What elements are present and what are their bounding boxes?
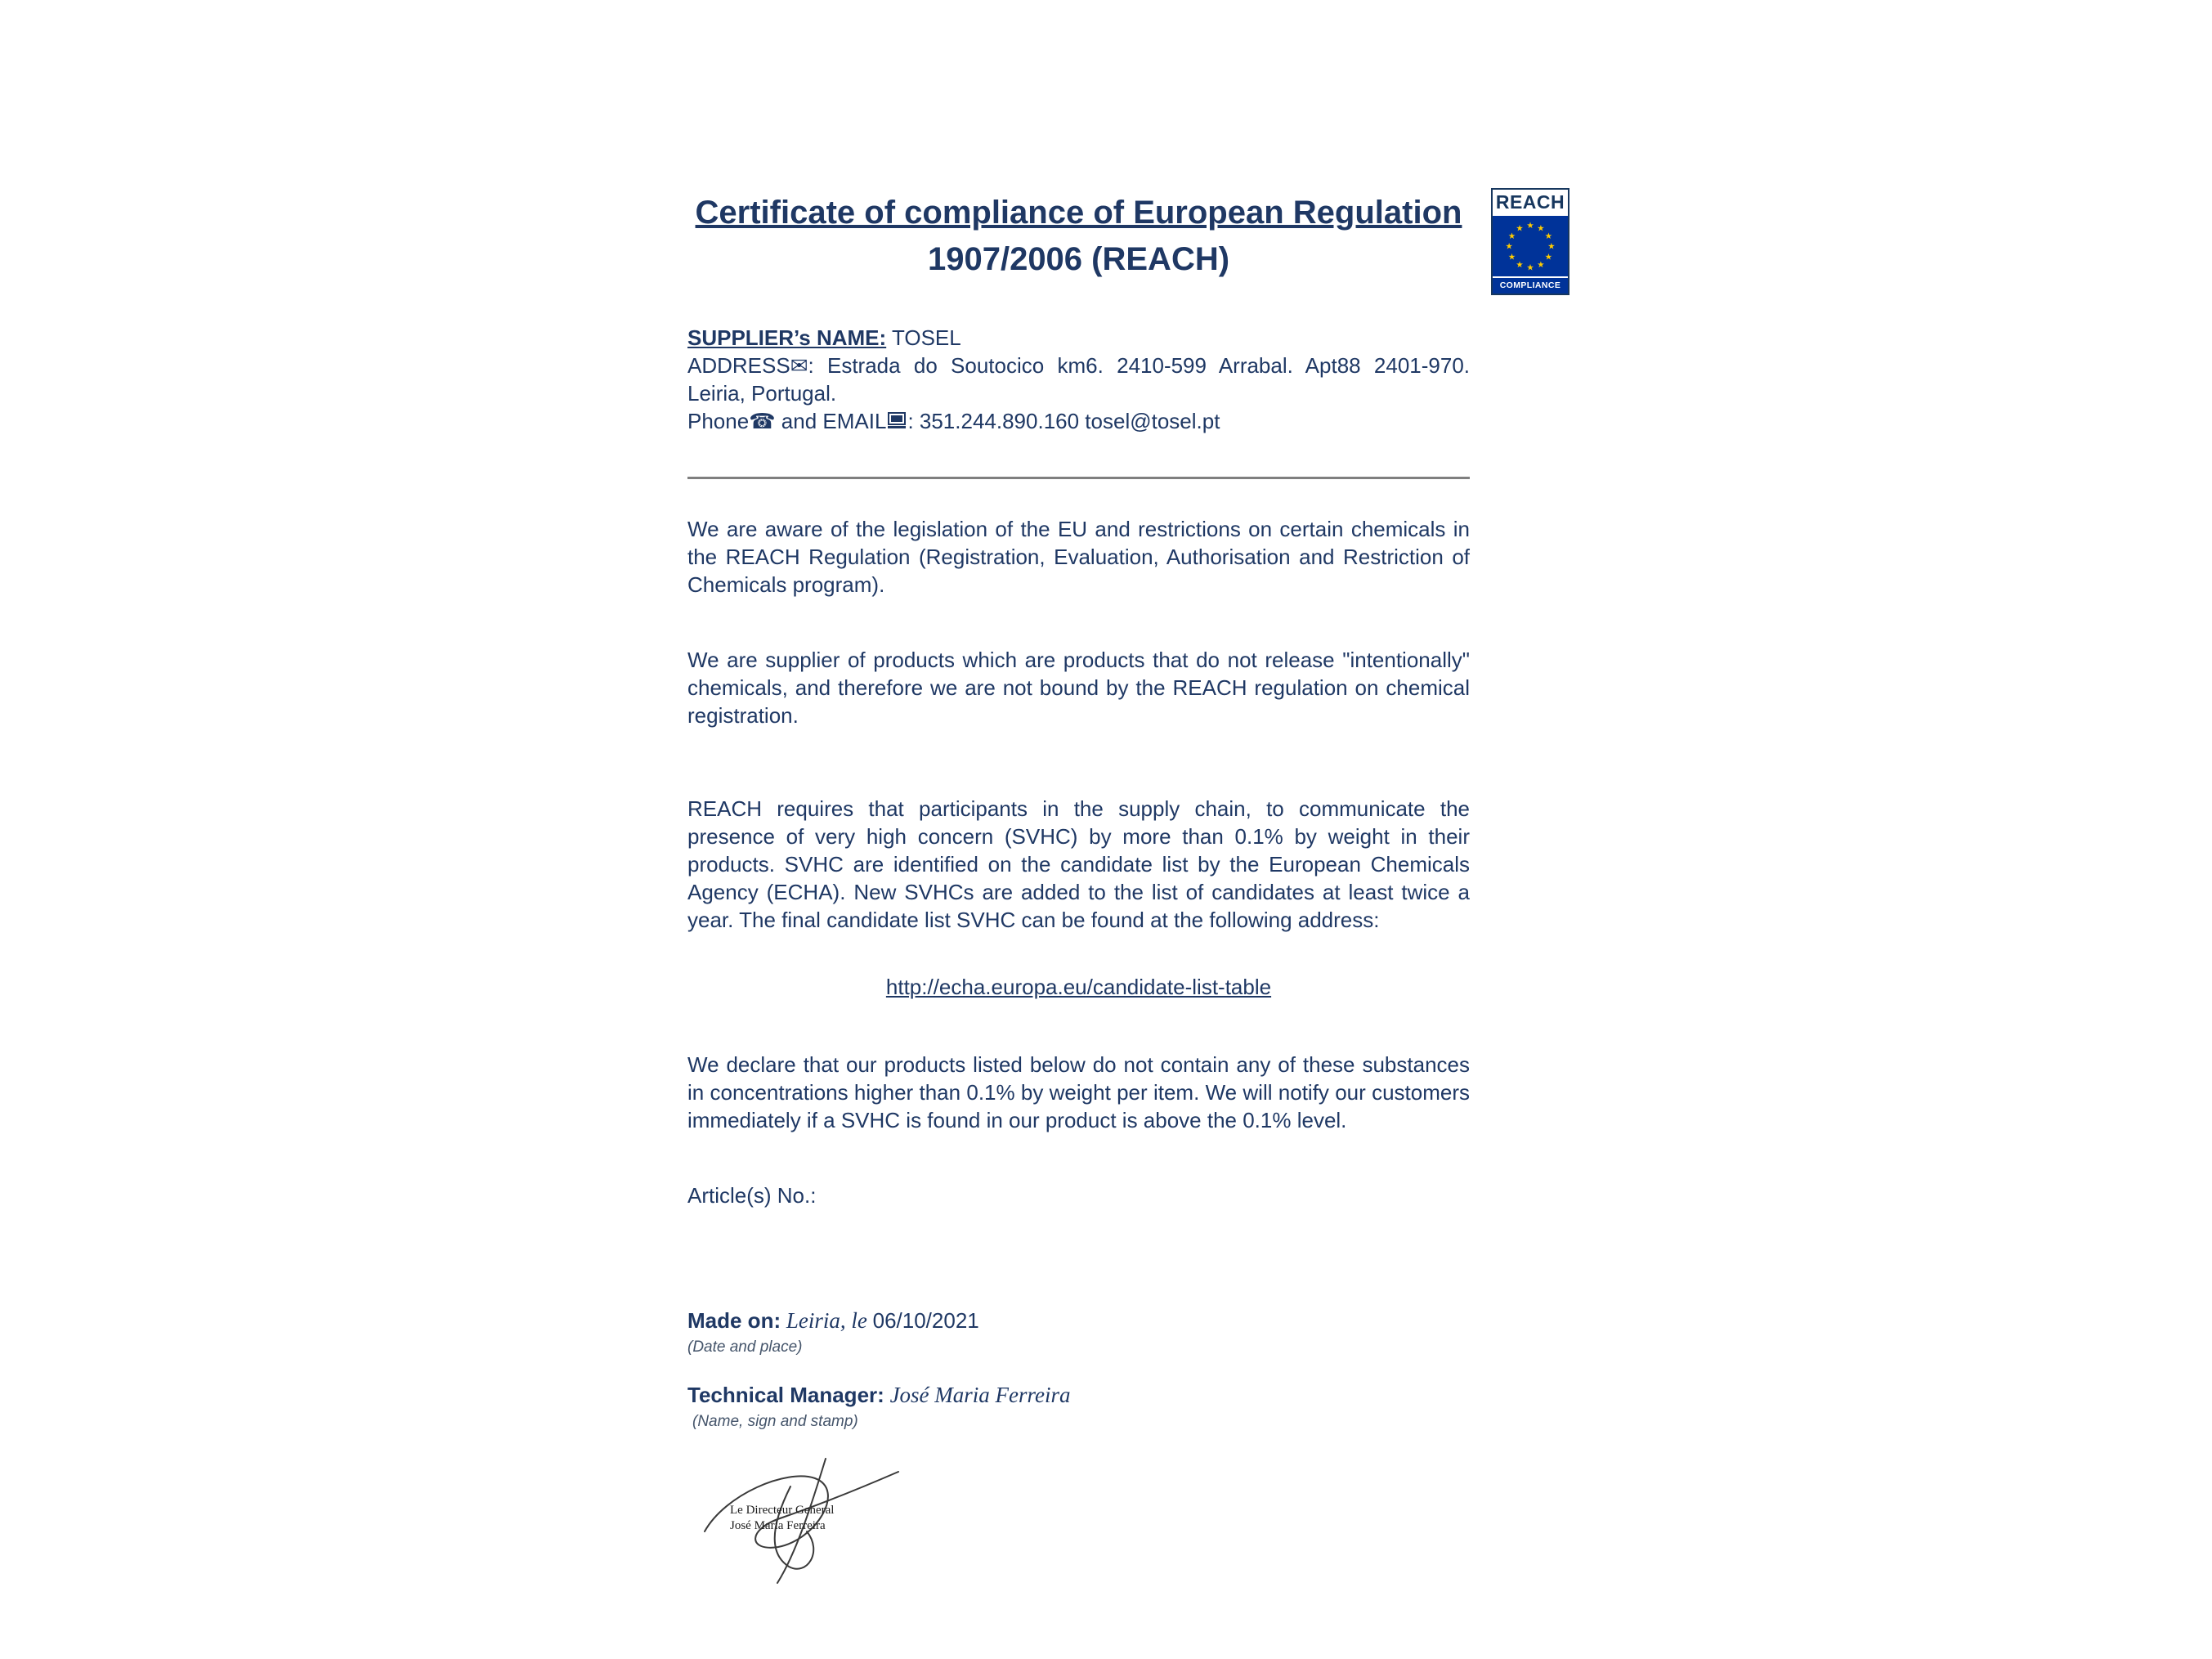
compliance-logo-text: COMPLIANCE	[1493, 276, 1568, 294]
supplier-name-value: TOSEL	[886, 325, 961, 350]
svg-text:★: ★	[1526, 220, 1534, 231]
contact-value: : 351.244.890.160 tosel@tosel.pt	[907, 409, 1220, 433]
address-label: ADDRESS	[687, 353, 790, 378]
candidate-list-link-line	[687, 975, 1470, 1000]
made-on-date: 06/10/2021	[872, 1308, 979, 1333]
svg-text:★: ★	[1544, 252, 1553, 262]
reach-compliance-logo	[1491, 188, 1569, 295]
name-sign-stamp-caption: (Name, sign and stamp)	[692, 1413, 858, 1430]
supplier-name-line	[687, 324, 1470, 352]
svg-text:★: ★	[1507, 252, 1516, 262]
article-number-label: Article(s) No.:	[687, 1183, 817, 1208]
svg-text:★: ★	[1537, 223, 1545, 234]
signature-stamp-text	[730, 1503, 834, 1534]
svg-text:★: ★	[1526, 262, 1534, 273]
document-title	[687, 190, 1470, 283]
document-content	[687, 190, 1470, 1601]
title-line2: 1907/2006 (REACH)	[927, 241, 1230, 277]
date-place-caption: (Date and place)	[687, 1338, 803, 1356]
computer-icon	[886, 410, 907, 437]
signature-area	[692, 1454, 970, 1601]
svg-text:★: ★	[1537, 260, 1545, 271]
signature-line1: Le Directeur General	[730, 1504, 835, 1517]
paragraph-awareness: We are aware of the legislation of the EU and restrictions on certain chemicals in the REACH Regulation (Registration, Evaluation, Authorisation and Restriction of Chemicals program).	[687, 517, 1470, 597]
made-on-line	[687, 1308, 1470, 1334]
envelope-icon: ✉	[790, 353, 808, 378]
email-label: and EMAIL	[775, 409, 887, 433]
reach-logo-text: REACH	[1493, 190, 1568, 216]
svg-text:★: ★	[1516, 223, 1524, 234]
svg-text:★: ★	[1547, 241, 1556, 252]
supplier-block	[687, 324, 1470, 437]
address-value: : Estrada do Soutocico km6. 2410-599 Arrabal. Apt88 2401-970. Leiria, Portugal.	[687, 353, 1470, 406]
supplier-name-label: SUPPLIER’s NAME:	[687, 325, 887, 350]
technical-manager-name: José Maria Ferreira	[884, 1383, 1071, 1407]
phone-icon: ☎	[749, 409, 776, 433]
svg-text:★: ★	[1505, 241, 1513, 252]
phone-label: Phone	[687, 409, 750, 433]
technical-manager-label: Technical Manager:	[687, 1383, 884, 1407]
supplier-address-line	[687, 352, 1470, 407]
svg-text:★: ★	[1507, 231, 1516, 241]
made-on-label: Made on:	[687, 1308, 781, 1333]
signature-line2: José Maria Ferreira	[730, 1519, 826, 1532]
technical-manager-line	[687, 1383, 1470, 1408]
paragraph-svhc: REACH requires that participants in the supply chain, to communicate the presence of very high concern (SVHC) by more than 0.1% by weight in their products. SVHC are identified on the candidate list by the European Chemicals Agency (ECHA). New SVHCs are added to the list of candidates at least twice a year. The final candidate list SVHC can be found at the following address:	[687, 796, 1470, 932]
svg-text:★: ★	[1544, 231, 1553, 241]
made-on-place: Leiria, le	[781, 1308, 873, 1333]
title-line1: Certificate of compliance of European Regulation	[695, 195, 1462, 231]
supplier-contact-line	[687, 407, 1470, 437]
eu-flag-icon	[1493, 216, 1568, 276]
paragraph-supplier-status: We are supplier of products which are products that do not release "intentionally" chemicals, and therefore we are not bound by the REACH regulation on chemical registration.	[687, 648, 1470, 728]
divider	[687, 477, 1470, 479]
svg-text:★: ★	[1516, 260, 1524, 271]
paragraph-declaration: We declare that our products listed below do not contain any of these substances in concentrations higher than 0.1% by weight per item. We will notify our customers immediately if a SVHC is found in our product is above the 0.1% level.	[687, 1052, 1470, 1132]
candidate-list-link[interactable]: http://echa.europa.eu/candidate-list-table	[885, 975, 1272, 999]
